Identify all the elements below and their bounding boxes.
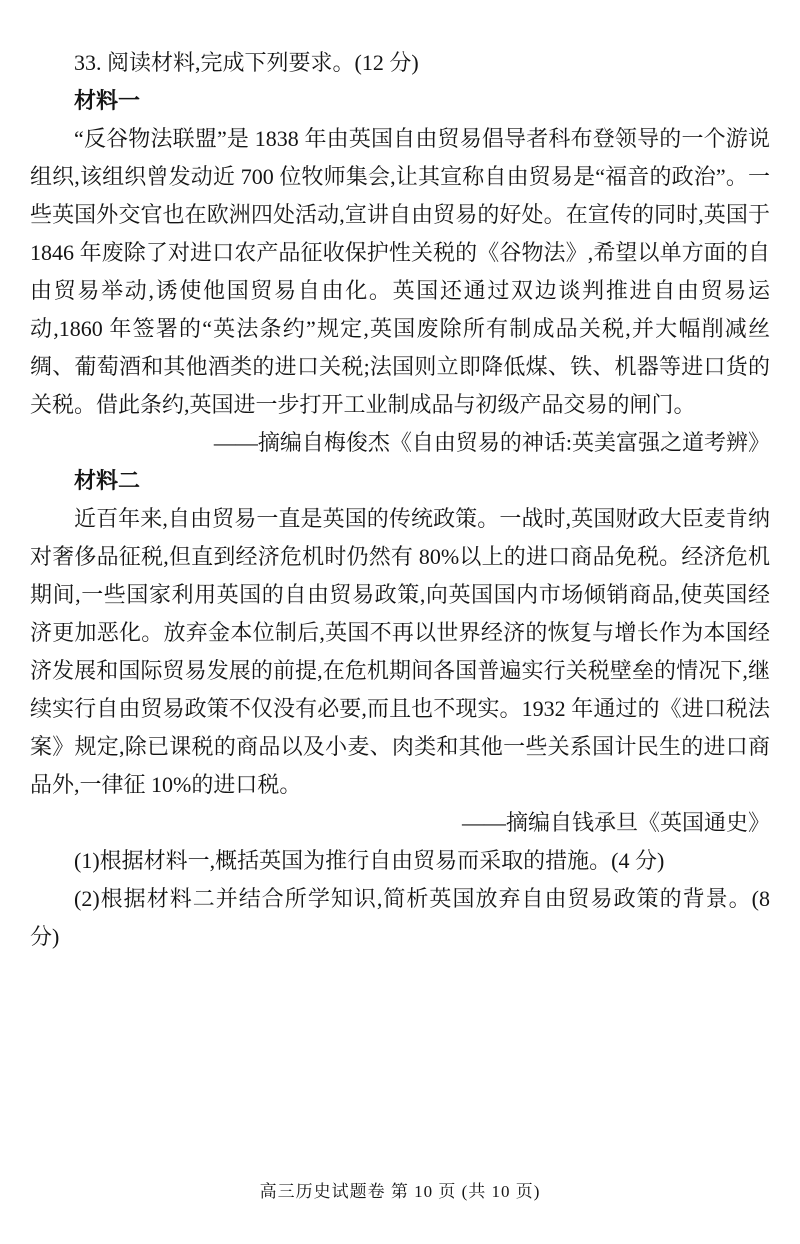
material-one-attribution: ——摘编自梅俊杰《自由贸易的神话:英美富强之道考辨》 — [213, 430, 770, 455]
question-33-header: 33. 阅读材料,完成下列要求。(12 分) — [74, 50, 419, 75]
material-two-paragraph: 近百年来,自由贸易一直是英国的传统政策。一战时,英国财政大臣麦肯纳对奢侈品征税,但直到经济危机时仍然有 80%以上的进口商品免税。经济危机期间,一些国家利用英国的自由贸易政策,向英国国内市场倾销商品,使英国经济更加恶化。放弃金本位制后,英国不再以世界经济的恢复与增长作为本国经济发展和国际贸易发展的前提,在危机期间各国普遍实行关税壁垒的情况下,继续实行自由贸易政策不仅没有必要,而且也不现实。1932 年通过的《进口税法案》规定,除已课税的商品以及小麦、肉类和其他一些关系国计民生的进口商品外,一律征 10%的进口税。 — [30, 506, 770, 797]
material-two — [30, 462, 770, 842]
material-two-heading: 材料二 — [74, 468, 141, 493]
material-two-attribution: ——摘编自钱承旦《英国通史》 — [461, 810, 770, 835]
sub-question-2: (2)根据材料二并结合所学知识,简析英国放弃自由贸易政策的背景。(8 分) — [30, 886, 770, 949]
sub-question-1: (1)根据材料一,概括英国为推行自由贸易而采取的措施。(4 分) — [74, 848, 665, 873]
page-footer: 高三历史试题卷 第 10 页 (共 10 页) — [259, 1182, 541, 1201]
material-one-paragraph: “反谷物法联盟”是 1838 年由英国自由贸易倡导者科布登领导的一个游说组织,该组织曾发动近 700 位牧师集会,让其宣称自由贸易是“福音的政治”。一些英国外交官也在欧洲四处活动,宣讲自由贸易的好处。在宣传的同时,英国于 1846 年废除了对进口农产品征收保护性关税的《谷物法》,希望以单方面的自由贸易举动,诱使他国贸易自由化。英国还通过双边谈判推进自由贸易运动,1860 年签署的“英法条约”规定,英国废除所有制成品关税,并大幅削减丝绸、葡萄酒和其他酒类的进口关税;法国则立即降低煤、铁、机器等进口货的关税。借此条约,英国进一步打开工业制成品与初级产品交易的闸门。 — [30, 126, 770, 417]
material-one-heading: 材料一 — [74, 88, 141, 113]
material-one — [30, 82, 770, 462]
